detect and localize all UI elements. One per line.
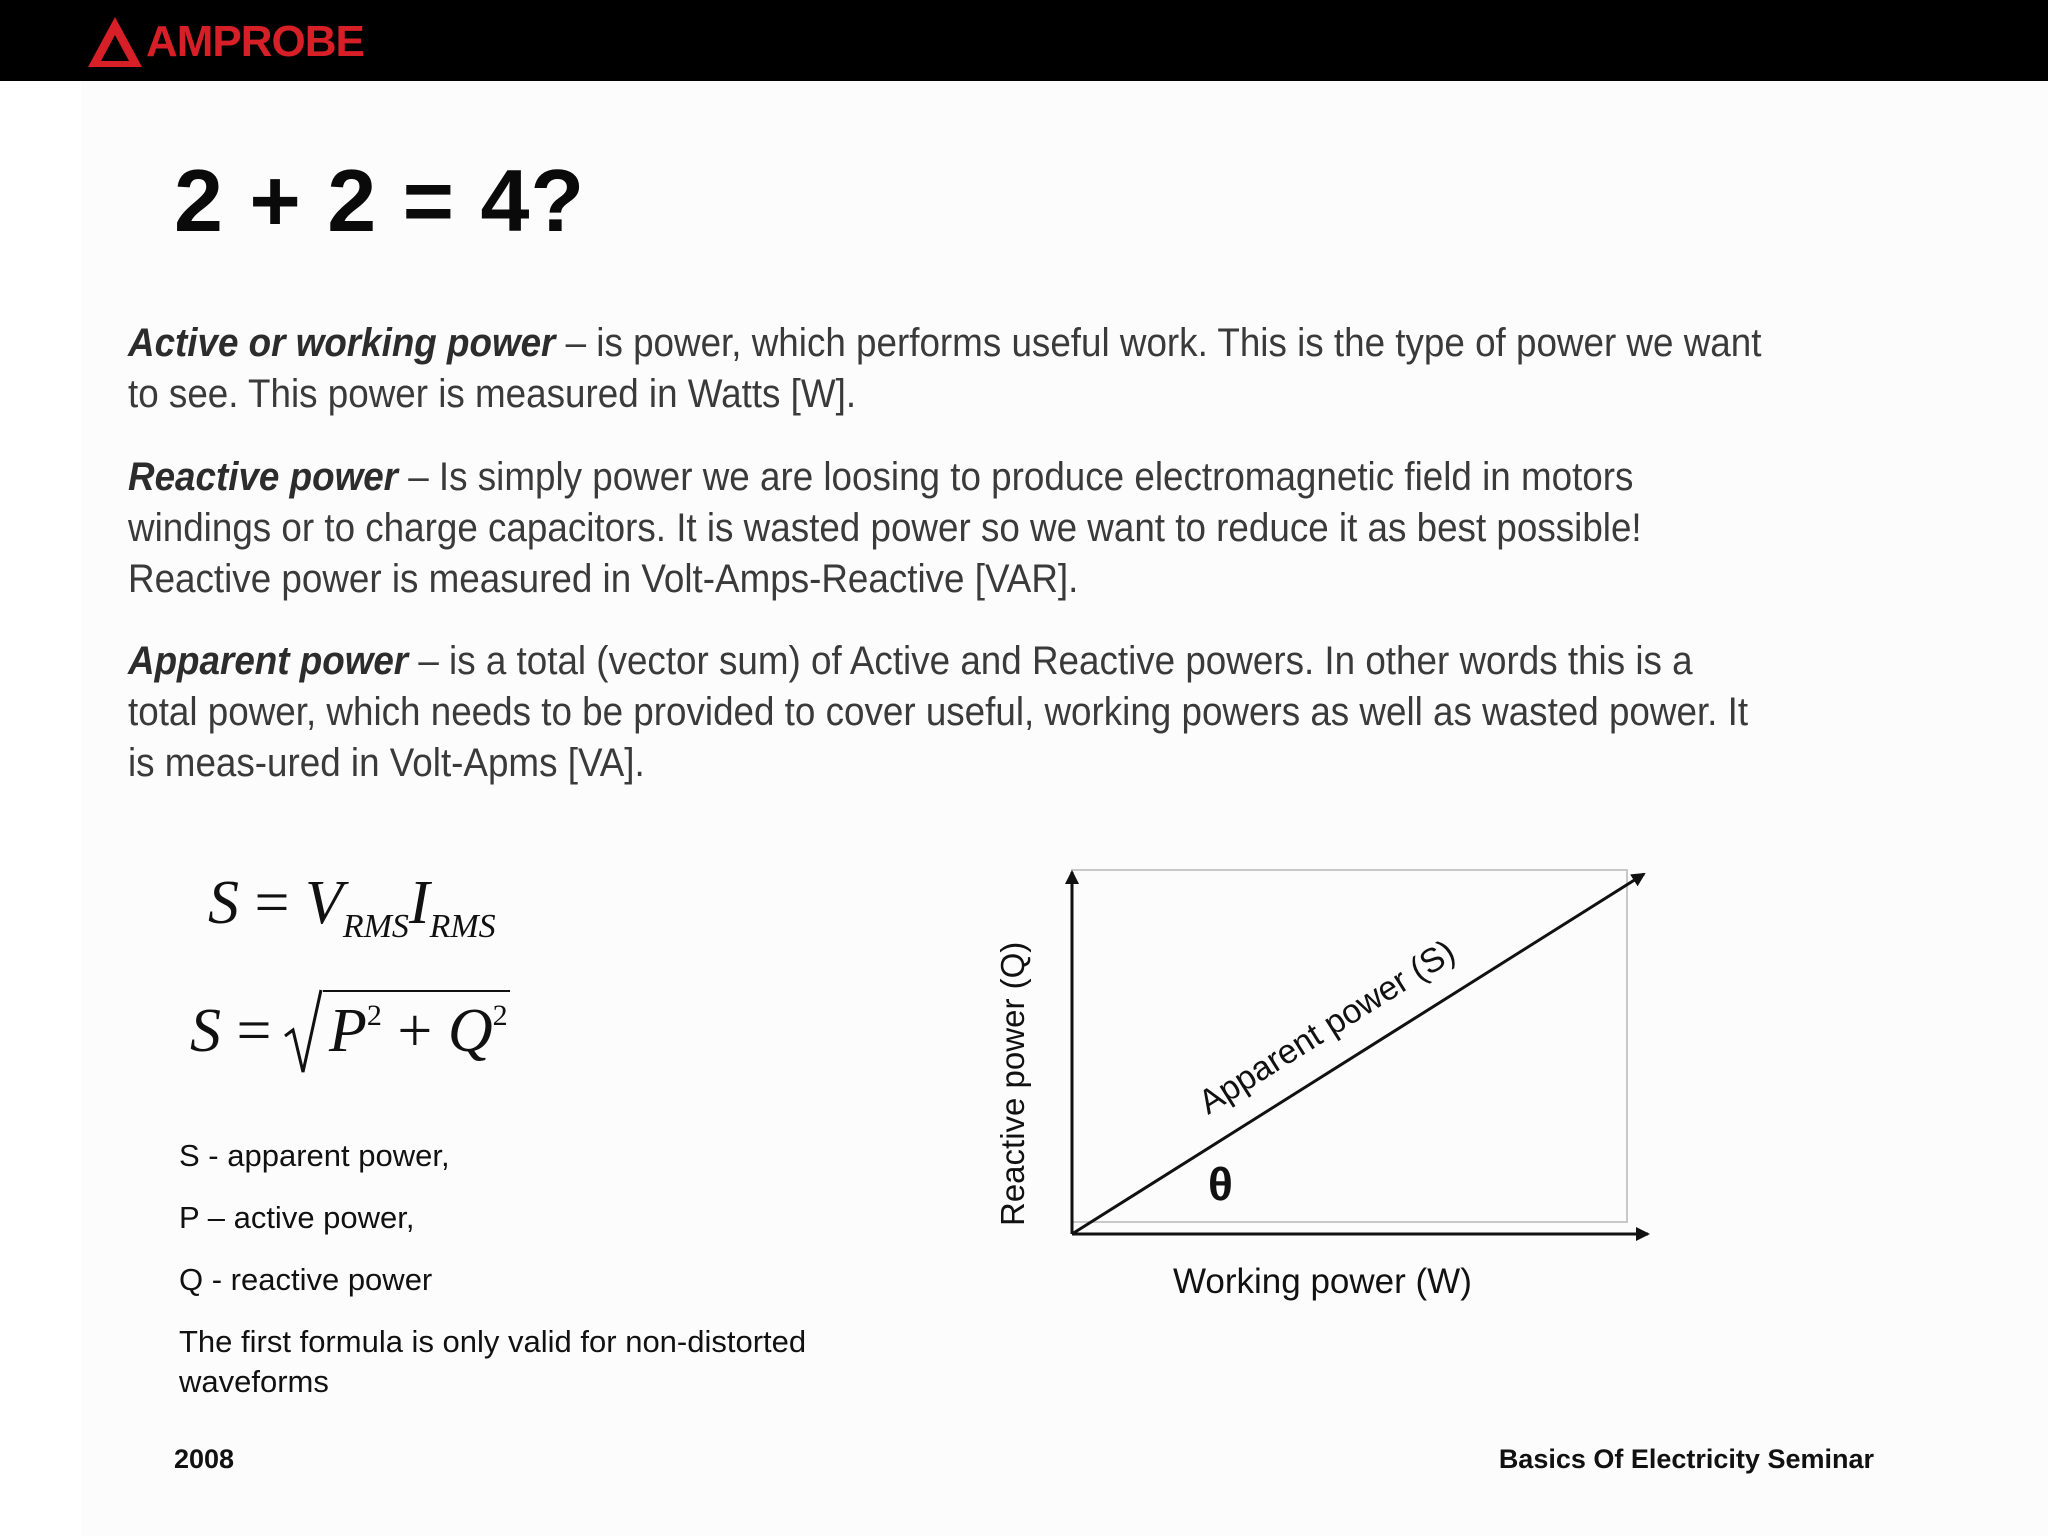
formula-apparent-power-vector [190, 990, 510, 1067]
paragraph-text: – Is simply power we are loosing to produce electromagnetic field in motors windings or to charge capacitors. It is wasted power so we want to reduce it as best possible! Reactive power is measured in Volt-Amps-Reactive [VAR]. [128, 455, 1642, 601]
paragraph-text: – is power, which performs useful work. This is the type of power we want to see. This power is measured in Watts [W]. [128, 321, 1762, 416]
formula-equals: = [239, 869, 305, 937]
y-axis-label: Reactive power (Q) [994, 941, 1031, 1226]
term-active-power: Active or working power [128, 321, 556, 365]
formula-symbol: V [304, 869, 343, 937]
logo-text: AMPROBE [146, 17, 364, 66]
formula-symbol: S [190, 997, 221, 1065]
formula-symbol: I [408, 869, 430, 937]
term-apparent-power: Apparent power [128, 639, 409, 683]
formula-exponent: 2 [366, 999, 382, 1032]
amprobe-logo [86, 14, 364, 70]
formula-symbol: Q [447, 997, 493, 1065]
note-formula-validity: The first formula is only valid for non-distorted waveforms [179, 1324, 807, 1399]
formula-plus: + [381, 997, 448, 1065]
apparent-power-vector [1072, 874, 1644, 1234]
formula-symbol: S [208, 869, 239, 937]
paragraph-reactive-power [128, 452, 1766, 605]
formula-apparent-power-rms [208, 868, 496, 946]
paragraph-active-power [128, 318, 1766, 420]
footer-seminar-title: Basics Of Electricity Seminar [1498, 1444, 1874, 1474]
formula-symbol: P [328, 997, 367, 1065]
header-bar [0, 0, 2048, 81]
formula-subscript: RMS [429, 908, 496, 945]
term-reactive-power: Reactive power [128, 455, 398, 499]
angle-theta-label: θ [1208, 1158, 1233, 1210]
diagram-frame [1072, 870, 1627, 1222]
note-q: Q - reactive power [179, 1262, 433, 1297]
note-s: S - apparent power, [179, 1138, 450, 1173]
footer-year: 2008 [174, 1444, 235, 1474]
formula-exponent: 2 [492, 999, 508, 1032]
x-axis-label: Working power (W) [1173, 1262, 1472, 1301]
radical-sign-icon [283, 988, 323, 1076]
slide-title: 2 + 2 = 4? [174, 151, 586, 250]
paragraph-apparent-power [128, 636, 1766, 789]
note-p: P – active power, [179, 1200, 415, 1235]
paragraph-text: – is a total (vector sum) of Active and Reactive powers. In other words this is a total power, which needs to be provided to cover useful, working powers as well as wasted power. It is meas-ured in Volt-Apms [VA]. [128, 639, 1749, 785]
logo-triangle-icon [86, 15, 144, 69]
square-root [323, 990, 510, 1067]
hypotenuse-label: Apparent power (S) [1192, 932, 1462, 1122]
formula-subscript: RMS [342, 908, 409, 945]
power-triangle-diagram [980, 860, 1680, 1330]
formula-equals: = [221, 997, 287, 1065]
